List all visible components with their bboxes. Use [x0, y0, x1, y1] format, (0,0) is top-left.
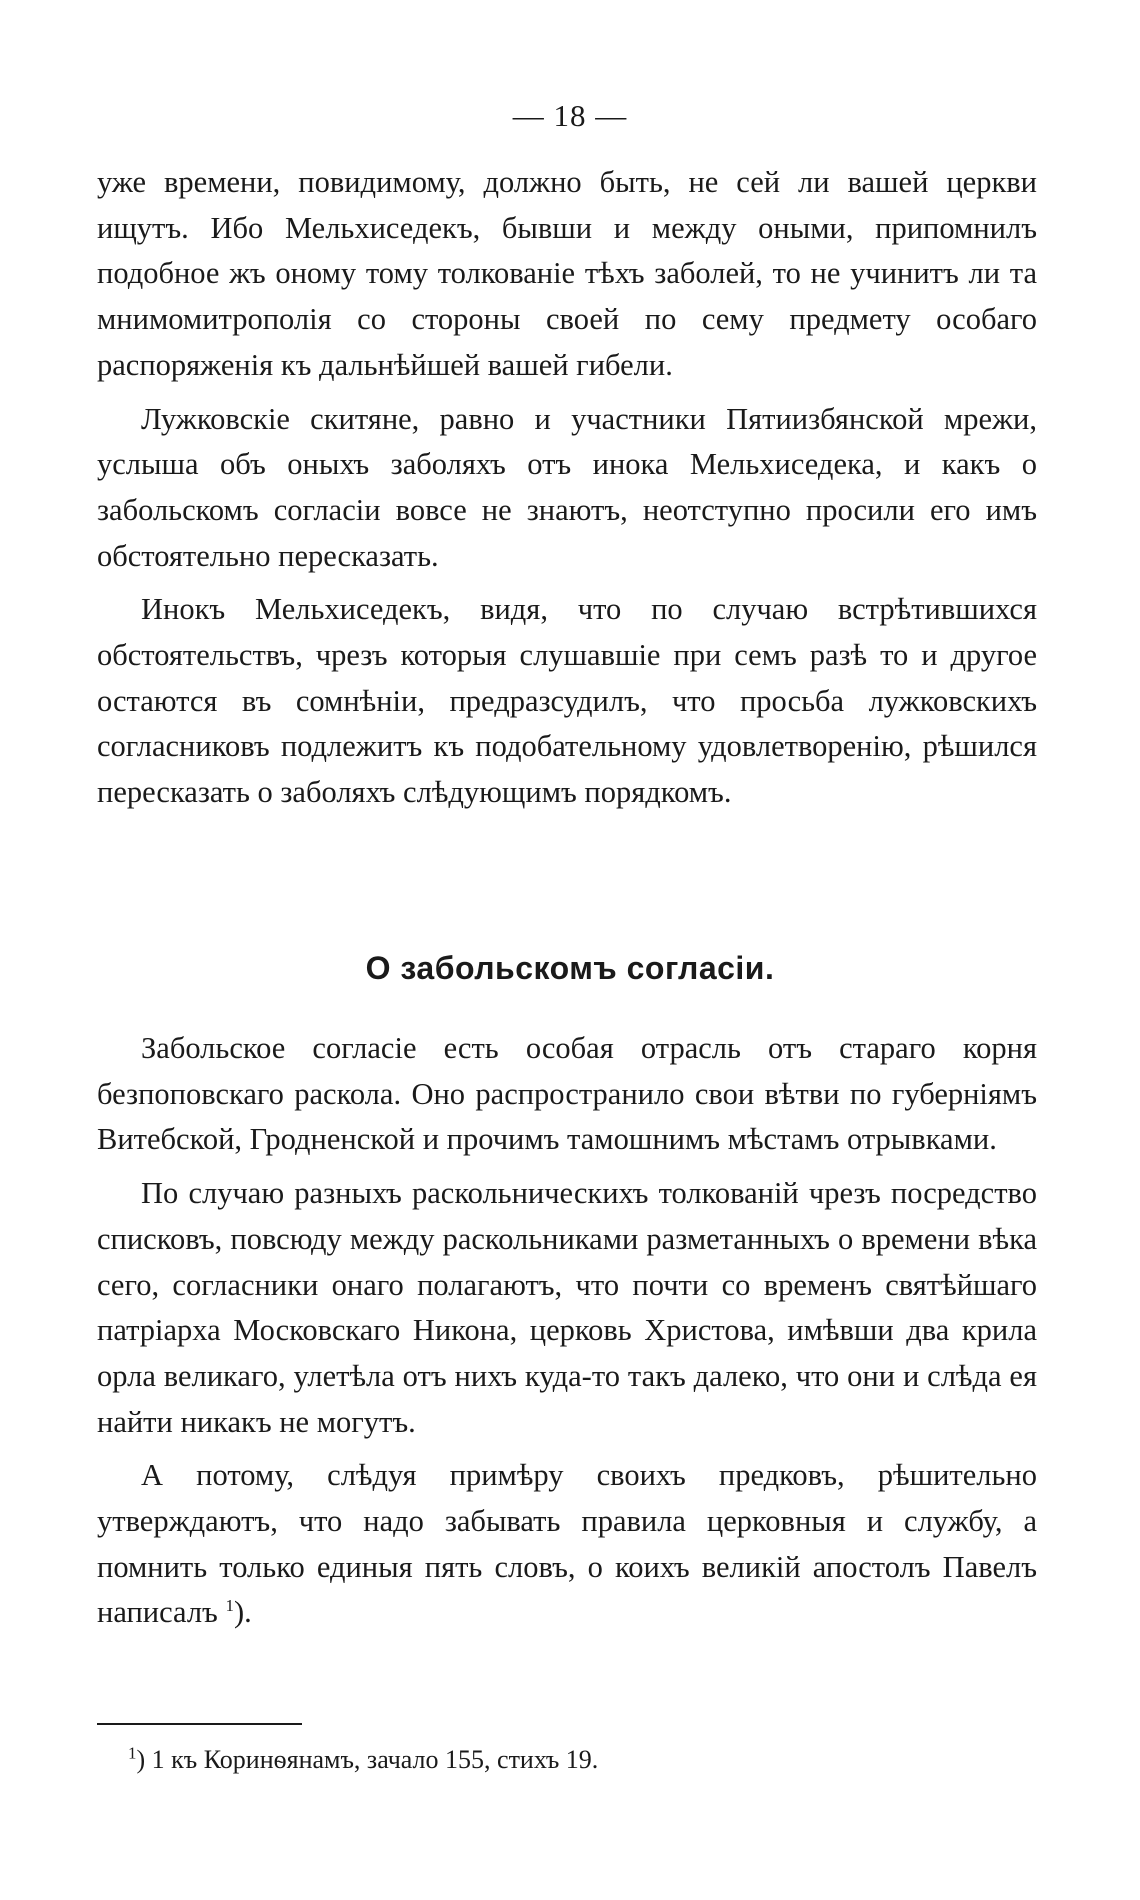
footnote-text: 1 къ Коринѳянамъ, зачало 155, стихъ 19. [145, 1745, 599, 1774]
paragraph: По случаю разныхъ раскольническихъ толкованій чрезъ посредство списковъ, повсюду между раскольниками разметанныхъ о времени вѣка сего, согласники онаго полагаютъ, что почти со временъ святѣйшаго патріарха Московскаго Никона, церковь Христова, имѣвши два крила орла великаго, улетѣла отъ нихъ куда-то такъ далеко, что они и слѣда ея найти никакъ не могутъ. [97, 1176, 1037, 1439]
section-text [97, 1026, 1037, 1636]
footnote-marker: 1 [128, 1743, 137, 1763]
paragraph-with-footnote [97, 1453, 1037, 1636]
paragraph-end: ). [233, 1595, 252, 1630]
paragraph: Лужковскіе скитяне, равно и участники Пятиизбянской мрежи, услыша объ оныхъ заболяхъ отъ инока Мельхиседека, и какъ о забольскомъ согласіи вовсе не знаютъ, неотступно просили его имъ обстоятельно пересказать. [97, 401, 1037, 573]
footnote [128, 1742, 1008, 1778]
footnote-reference: 1 [225, 1596, 234, 1616]
page-number: — 18 — [512, 98, 628, 133]
footnote-divider [97, 1723, 302, 1725]
paragraph-continuation: уже времени, повидимому, должно быть, не сей ли вашей церкви ищутъ. Ибо Мельхиседекъ, бывши и между оными, припомнилъ подобное жъ оному тому толкованіе тѣхъ заболей, то не учинитъ ли та мнимомитрополія со стороны своей по сему предмету особаго распоряженія къ дальнѣйшей вашей гибели. [97, 165, 1037, 382]
footnote-marker-close: ) [136, 1745, 146, 1774]
paragraph: Инокъ Мельхиседекъ, видя, что по случаю встрѣтившихся обстоятельствъ, чрезъ которыя слушавшіе при семъ разѣ то и другое остаются въ сомнѣніи, предразсудилъ, что просьба лужковскихъ согласниковъ подлежитъ къ подобательному удовлетворенію, рѣшился пересказать о заболяхъ слѣдующимъ порядкомъ. [97, 592, 1037, 810]
paragraph: Забольское согласіе есть особая отрасль отъ стараго корня безпоповскаго раскола. Оно распространило свои вѣтви по губерніямъ Витебской, Гродненской и прочимъ тамошнимъ мѣстамъ отрывками. [97, 1031, 1037, 1157]
paragraph-text: А потому, слѣдуя примѣру своихъ предковъ, рѣшительно утверждаютъ, что надо забывать правила церковныя и службу, а помнить только единыя пять словъ, о коихъ великій апостолъ Павелъ написалъ [97, 1458, 1037, 1630]
section-heading: О забольскомъ согласіи. [365, 950, 775, 986]
main-text [97, 160, 1037, 816]
